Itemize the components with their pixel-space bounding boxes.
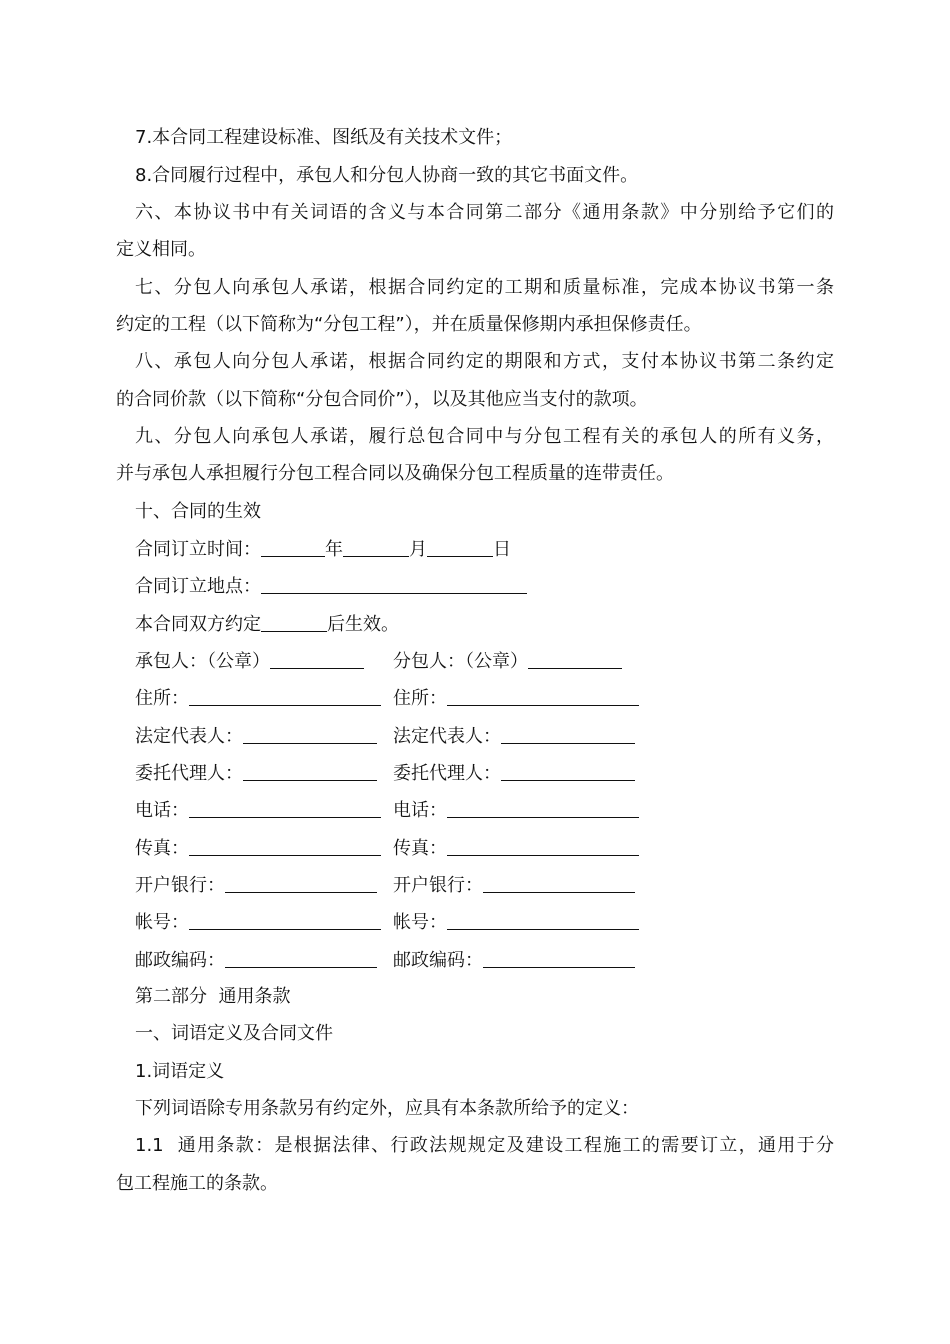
day-label: 日 xyxy=(493,539,511,560)
contractor-bank-row xyxy=(135,872,377,899)
sign-place-row xyxy=(135,573,855,600)
subcontractor-postcode-label: 邮政编码： xyxy=(393,950,483,971)
subcontractor-agent-row xyxy=(393,760,635,787)
effect-suffix: 后生效。 xyxy=(327,614,399,635)
contractor-phone-label: 电话： xyxy=(135,800,189,821)
contractor-fax-label: 传真： xyxy=(135,838,189,859)
contractor-legal-rep-label: 法定代表人： xyxy=(135,726,243,747)
subcontractor-postcode-row xyxy=(393,947,635,974)
subcontractor-legal-rep-row xyxy=(393,723,635,750)
contractor-bank-label: 开户银行： xyxy=(135,875,225,896)
item-1-1-line2: 包工程施工的条款。 xyxy=(116,1173,278,1194)
effect-row xyxy=(135,611,855,638)
article-7-line2: 约定的工程（以下简称为“分包工程”），并在质量保修期内承担保修责任。 xyxy=(116,314,702,335)
subcontractor-address-label: 住所： xyxy=(393,688,447,709)
month-label: 月 xyxy=(409,539,427,560)
subcontractor-postcode-blank[interactable] xyxy=(483,947,635,968)
contractor-account-label: 帐号： xyxy=(135,912,189,933)
sign-time-row xyxy=(135,536,855,563)
contractor-postcode-blank[interactable] xyxy=(225,947,377,968)
contractor-bank-blank[interactable] xyxy=(225,872,377,893)
subcontractor-bank-row xyxy=(393,872,635,899)
contractor-phone-blank[interactable] xyxy=(189,797,381,818)
subcontractor-account-label: 帐号： xyxy=(393,912,447,933)
article-9-line1: 九、分包人向承包人承诺，履行总包合同中与分包工程有关的承包人的所有义务， xyxy=(135,426,834,447)
contractor-legal-rep-row xyxy=(135,723,377,750)
year-blank[interactable] xyxy=(261,536,325,557)
contractor-address-label: 住所： xyxy=(135,688,189,709)
contractor-address-row xyxy=(135,685,381,712)
contractor-postcode-label: 邮政编码： xyxy=(135,950,225,971)
contractor-account-row xyxy=(135,909,381,936)
subcontractor-fax-blank[interactable] xyxy=(447,835,639,856)
subcontractor-account-blank[interactable] xyxy=(447,909,639,930)
clause-8: 8.合同履行过程中，承包人和分包人协商一致的其它书面文件。 xyxy=(135,165,639,186)
contractor-seal-blank[interactable] xyxy=(270,648,364,669)
subsection-1-heading: 1.词语定义 xyxy=(135,1061,225,1082)
subcontractor-legal-rep-label: 法定代表人： xyxy=(393,726,501,747)
effect-prefix: 本合同双方约定 xyxy=(135,614,261,635)
part-two-title: 第二部分 通用条款 xyxy=(135,986,291,1007)
definitions-intro: 下列词语除专用条款另有约定外，应具有本条款所给予的定义： xyxy=(135,1098,639,1119)
subcontractor-phone-row xyxy=(393,797,639,824)
subcontractor-bank-blank[interactable] xyxy=(483,872,635,893)
contractor-agent-label: 委托代理人： xyxy=(135,763,243,784)
article-9-line2: 并与承包人承担履行分包工程合同以及确保分包工程质量的连带责任。 xyxy=(116,463,674,484)
contractor-postcode-row xyxy=(135,947,377,974)
subcontractor-bank-label: 开户银行： xyxy=(393,875,483,896)
article-6-line2: 定义相同。 xyxy=(116,239,206,260)
section-one-heading: 一、词语定义及合同文件 xyxy=(135,1023,333,1044)
subcontractor-seal-row xyxy=(393,648,622,675)
item-1-1-line1: 1.1 通用条款：是根据法律、行政法规规定及建设工程施工的需要订立，通用于分 xyxy=(135,1135,834,1156)
day-blank[interactable] xyxy=(427,536,493,557)
effect-condition-blank[interactable] xyxy=(261,611,327,632)
subcontractor-phone-label: 电话： xyxy=(393,800,447,821)
subcontractor-address-row xyxy=(393,685,639,712)
subcontractor-seal-blank[interactable] xyxy=(528,648,622,669)
subcontractor-agent-blank[interactable] xyxy=(501,760,635,781)
contractor-legal-rep-blank[interactable] xyxy=(243,723,377,744)
sign-place-blank[interactable] xyxy=(261,573,527,594)
article-8-line1: 八、承包人向分包人承诺，根据合同约定的期限和方式，支付本协议书第二条约定 xyxy=(135,351,834,372)
sign-place-label: 合同订立地点： xyxy=(135,576,261,597)
subcontractor-legal-rep-blank[interactable] xyxy=(501,723,635,744)
subcontractor-fax-row xyxy=(393,835,639,862)
article-10-heading: 十、合同的生效 xyxy=(135,501,261,522)
subcontractor-seal-label: 分包人：（公章） xyxy=(393,651,528,672)
contractor-seal-row xyxy=(135,648,364,675)
article-6-line1: 六、本协议书中有关词语的含义与本合同第二部分《通用条款》中分别给予它们的 xyxy=(135,202,834,223)
contractor-phone-row xyxy=(135,797,381,824)
article-8-line2: 的合同价款（以下简称“分包合同价”），以及其他应当支付的款项。 xyxy=(116,389,648,410)
contractor-fax-row xyxy=(135,835,381,862)
subcontractor-agent-label: 委托代理人： xyxy=(393,763,501,784)
subcontractor-fax-label: 传真： xyxy=(393,838,447,859)
subcontractor-account-row xyxy=(393,909,639,936)
month-blank[interactable] xyxy=(343,536,409,557)
sign-time-label: 合同订立时间： xyxy=(135,539,261,560)
year-label: 年 xyxy=(325,539,343,560)
contractor-seal-label: 承包人：（公章） xyxy=(135,651,270,672)
contractor-fax-blank[interactable] xyxy=(189,835,381,856)
subcontractor-address-blank[interactable] xyxy=(447,685,639,706)
contractor-address-blank[interactable] xyxy=(189,685,381,706)
article-7-line1: 七、分包人向承包人承诺，根据合同约定的工期和质量标准，完成本协议书第一条 xyxy=(135,277,834,298)
clause-7: 7.本合同工程建设标准、图纸及有关技术文件； xyxy=(135,127,513,148)
contractor-agent-row xyxy=(135,760,377,787)
contractor-account-blank[interactable] xyxy=(189,909,381,930)
subcontractor-phone-blank[interactable] xyxy=(447,797,639,818)
contractor-agent-blank[interactable] xyxy=(243,760,377,781)
